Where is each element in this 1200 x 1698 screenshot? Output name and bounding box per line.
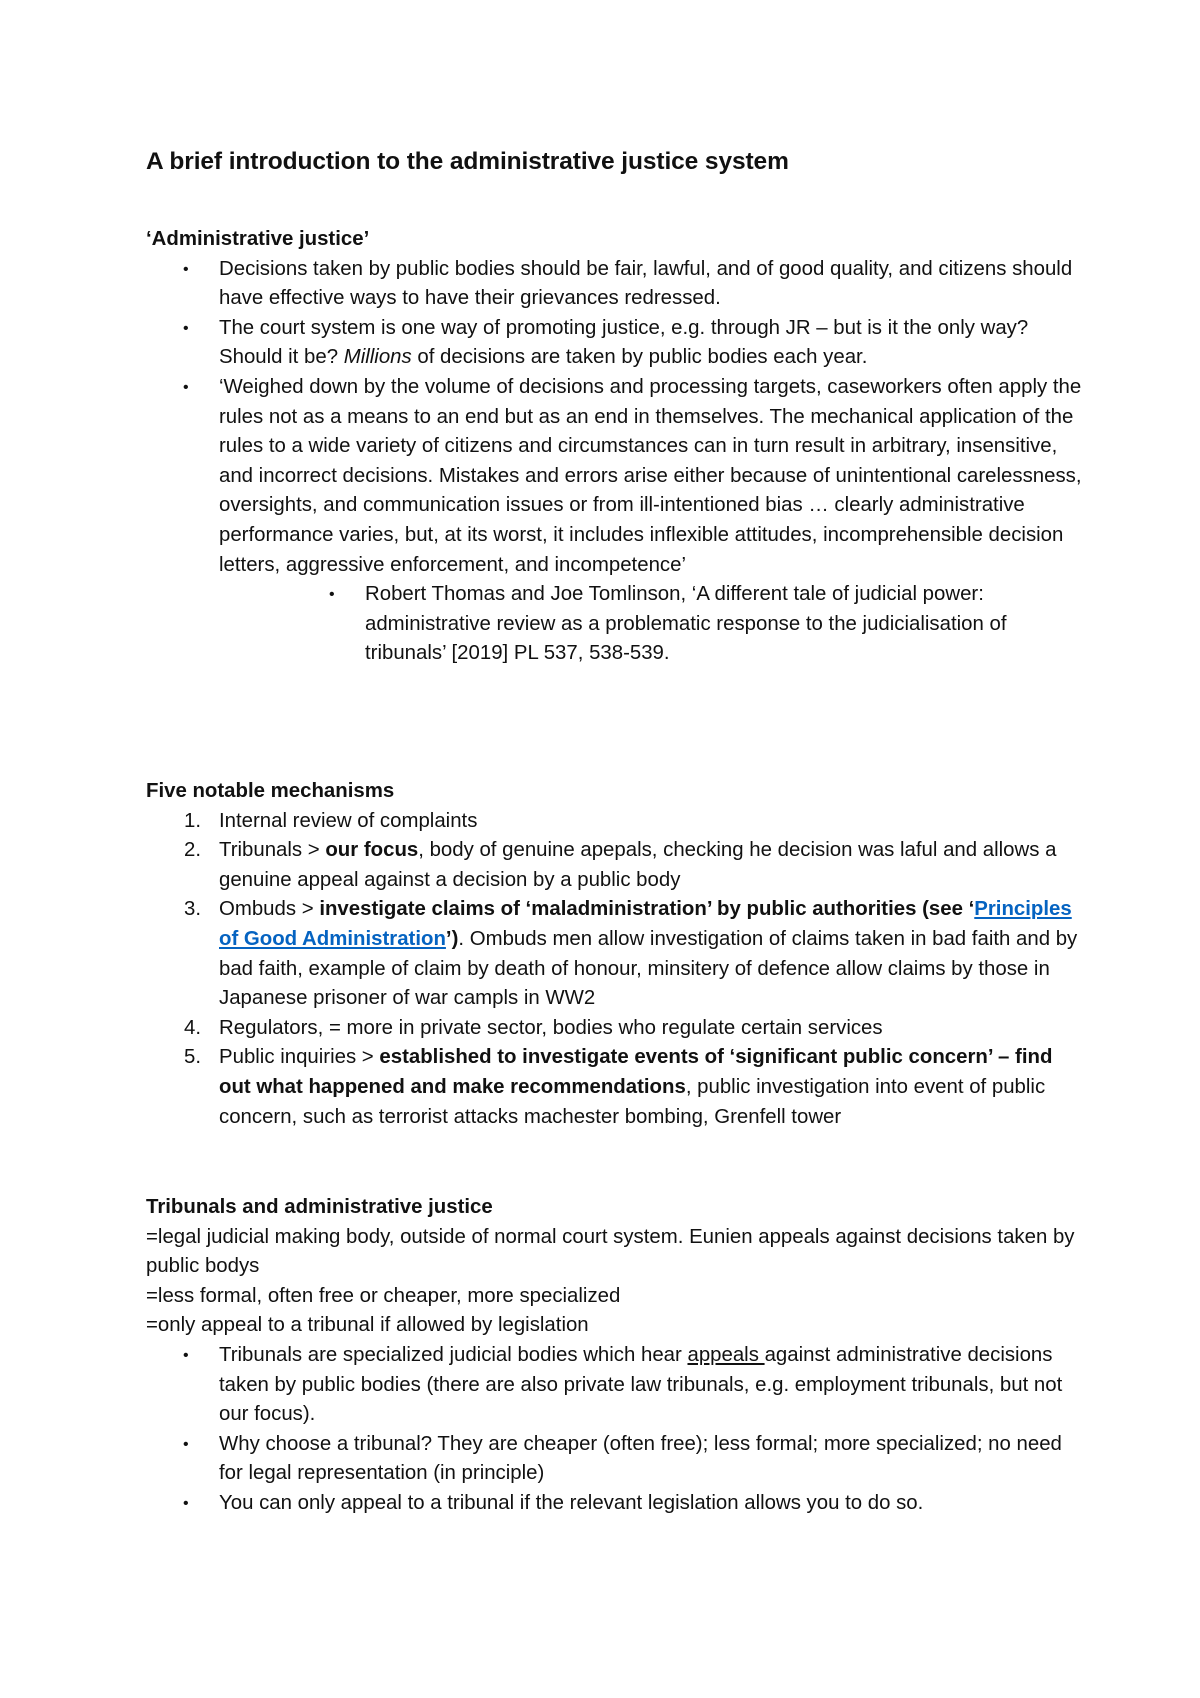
list-item-text: You can only appeal to a tribunal if the relevant legislation allows you to do so. — [219, 1491, 924, 1514]
citation-text: Robert Thomas and Joe Tomlinson, ‘A different tale of judicial power: administrative review as a problematic response to the judicialisation of tribunals’ [2019] PL 537, 538-539. — [365, 583, 1007, 665]
list-item-text: Decisions taken by public bodies should be fair, lawful, and of good quality, and citizens should have effective ways to have their grievances redressed. — [219, 257, 1073, 310]
bold-text: ’) — [445, 927, 459, 950]
list-item — [146, 836, 1086, 895]
bullet-list — [146, 1341, 1086, 1519]
list-item-text: Internal review of complaints — [219, 809, 478, 832]
list-item — [146, 807, 1086, 837]
list-item — [146, 255, 1086, 314]
list-item-text: , body of genuine apepals, checking he decision was laful and allows a genuine appeal against a decision by a public body — [219, 839, 1057, 891]
list-item-text: against administrative decisions taken by public bodies (there are also private law tribunals, e.g. employment tribunals, but not our focus). — [219, 1343, 1063, 1426]
list-item-text: Regulators, = more in private sector, bodies who regulate certain services — [219, 1016, 883, 1039]
definition-line: =less formal, often free or cheaper, more specialized — [146, 1284, 621, 1307]
definition-line: =only appeal to a tribunal if allowed by legislation — [146, 1314, 589, 1337]
list-number: 2. — [184, 839, 202, 862]
list-number: 4. — [184, 1016, 202, 1039]
list-item — [146, 1341, 1086, 1430]
quote-text: ‘Weighed down by the volume of decisions and processing targets, caseworkers often apply the rules not as a means to an end but as an end in themselves. The mechanical application of the rules to a wide variety of citizens and circumstances can in turn result in arbitrary, insensitive, and incorrect decisions. Mistakes and errors arise either because of unintentional carelessness, oversights, and communication issues or from ill-intentioned bias … clearly administrative performance varies, but, at its worst, it includes inflexible attitudes, incomprehensible decision letters, aggressive enforcement, and incompetence’ — [219, 375, 1082, 576]
list-item-text: of decisions are taken by public bodies each year. — [411, 346, 868, 369]
section-tribunals — [146, 1193, 1086, 1519]
section-heading: Five notable mechanisms — [146, 780, 395, 802]
list-number: 3. — [184, 898, 202, 921]
sub-bullet-list — [292, 580, 1086, 669]
principles-link[interactable]: Principles of Good Administration — [219, 898, 1072, 950]
list-item — [146, 314, 1086, 373]
list-item — [146, 895, 1086, 1013]
list-item-text: Tribunals are specialized judicial bodies which hear — [219, 1343, 688, 1366]
list-item-text: Ombuds > — [219, 898, 320, 921]
document-title: A brief introduction to the administrative justice system — [146, 148, 789, 175]
section-five-mechanisms — [146, 777, 1086, 1132]
list-item — [146, 373, 1086, 669]
list-item-text: Public inquiries > — [219, 1046, 380, 1069]
section-heading: ‘Administrative justice’ — [146, 228, 370, 250]
list-item-text: Tribunals > — [219, 839, 326, 862]
italic-text: Millions — [343, 346, 412, 369]
list-item-text: , public investigation into event of public concern, such as terrorist attacks machester bombing, Grenfell tower — [219, 1075, 1046, 1128]
list-number: 5. — [184, 1046, 202, 1069]
list-number: 1. — [184, 809, 202, 832]
list-item-text: The court system is one way of promoting justice, e.g. through JR – but is it the only way? Should it be? — [219, 316, 1029, 369]
bullet-list — [146, 255, 1086, 669]
numbered-list — [146, 807, 1086, 1133]
list-item — [146, 1043, 1086, 1132]
list-item-text: . Ombuds men allow investigation of claims taken in bad faith and by bad faith, example of claim by death of honour, minsitery of defence allow claims by those in Japanese prisoner of war campls in WW2 — [219, 927, 1078, 1010]
section-heading: Tribunals and administrative justice — [146, 1196, 493, 1218]
list-item — [146, 1430, 1086, 1489]
section-administrative-justice — [146, 225, 1086, 669]
list-item — [146, 1489, 1086, 1519]
bold-text: our focus — [325, 839, 419, 862]
list-item-text: Why choose a tribunal? They are cheaper (often free); less formal; more specialized; no need for legal representation (in principle) — [219, 1432, 1062, 1485]
definition-line: =legal judicial making body, outside of normal court system. Eunien appeals against decisions taken by public bodys — [146, 1225, 1075, 1278]
bold-text: established to investigate events of ‘significant public concern’ – find out what happened and make recommendations — [219, 1046, 1053, 1098]
bold-text: investigate claims of ‘maladministration’ by public authorities (see ‘ — [319, 898, 975, 921]
underlined-text: appeals — [687, 1343, 765, 1366]
citation-item — [292, 580, 1086, 669]
list-item — [146, 1014, 1086, 1044]
